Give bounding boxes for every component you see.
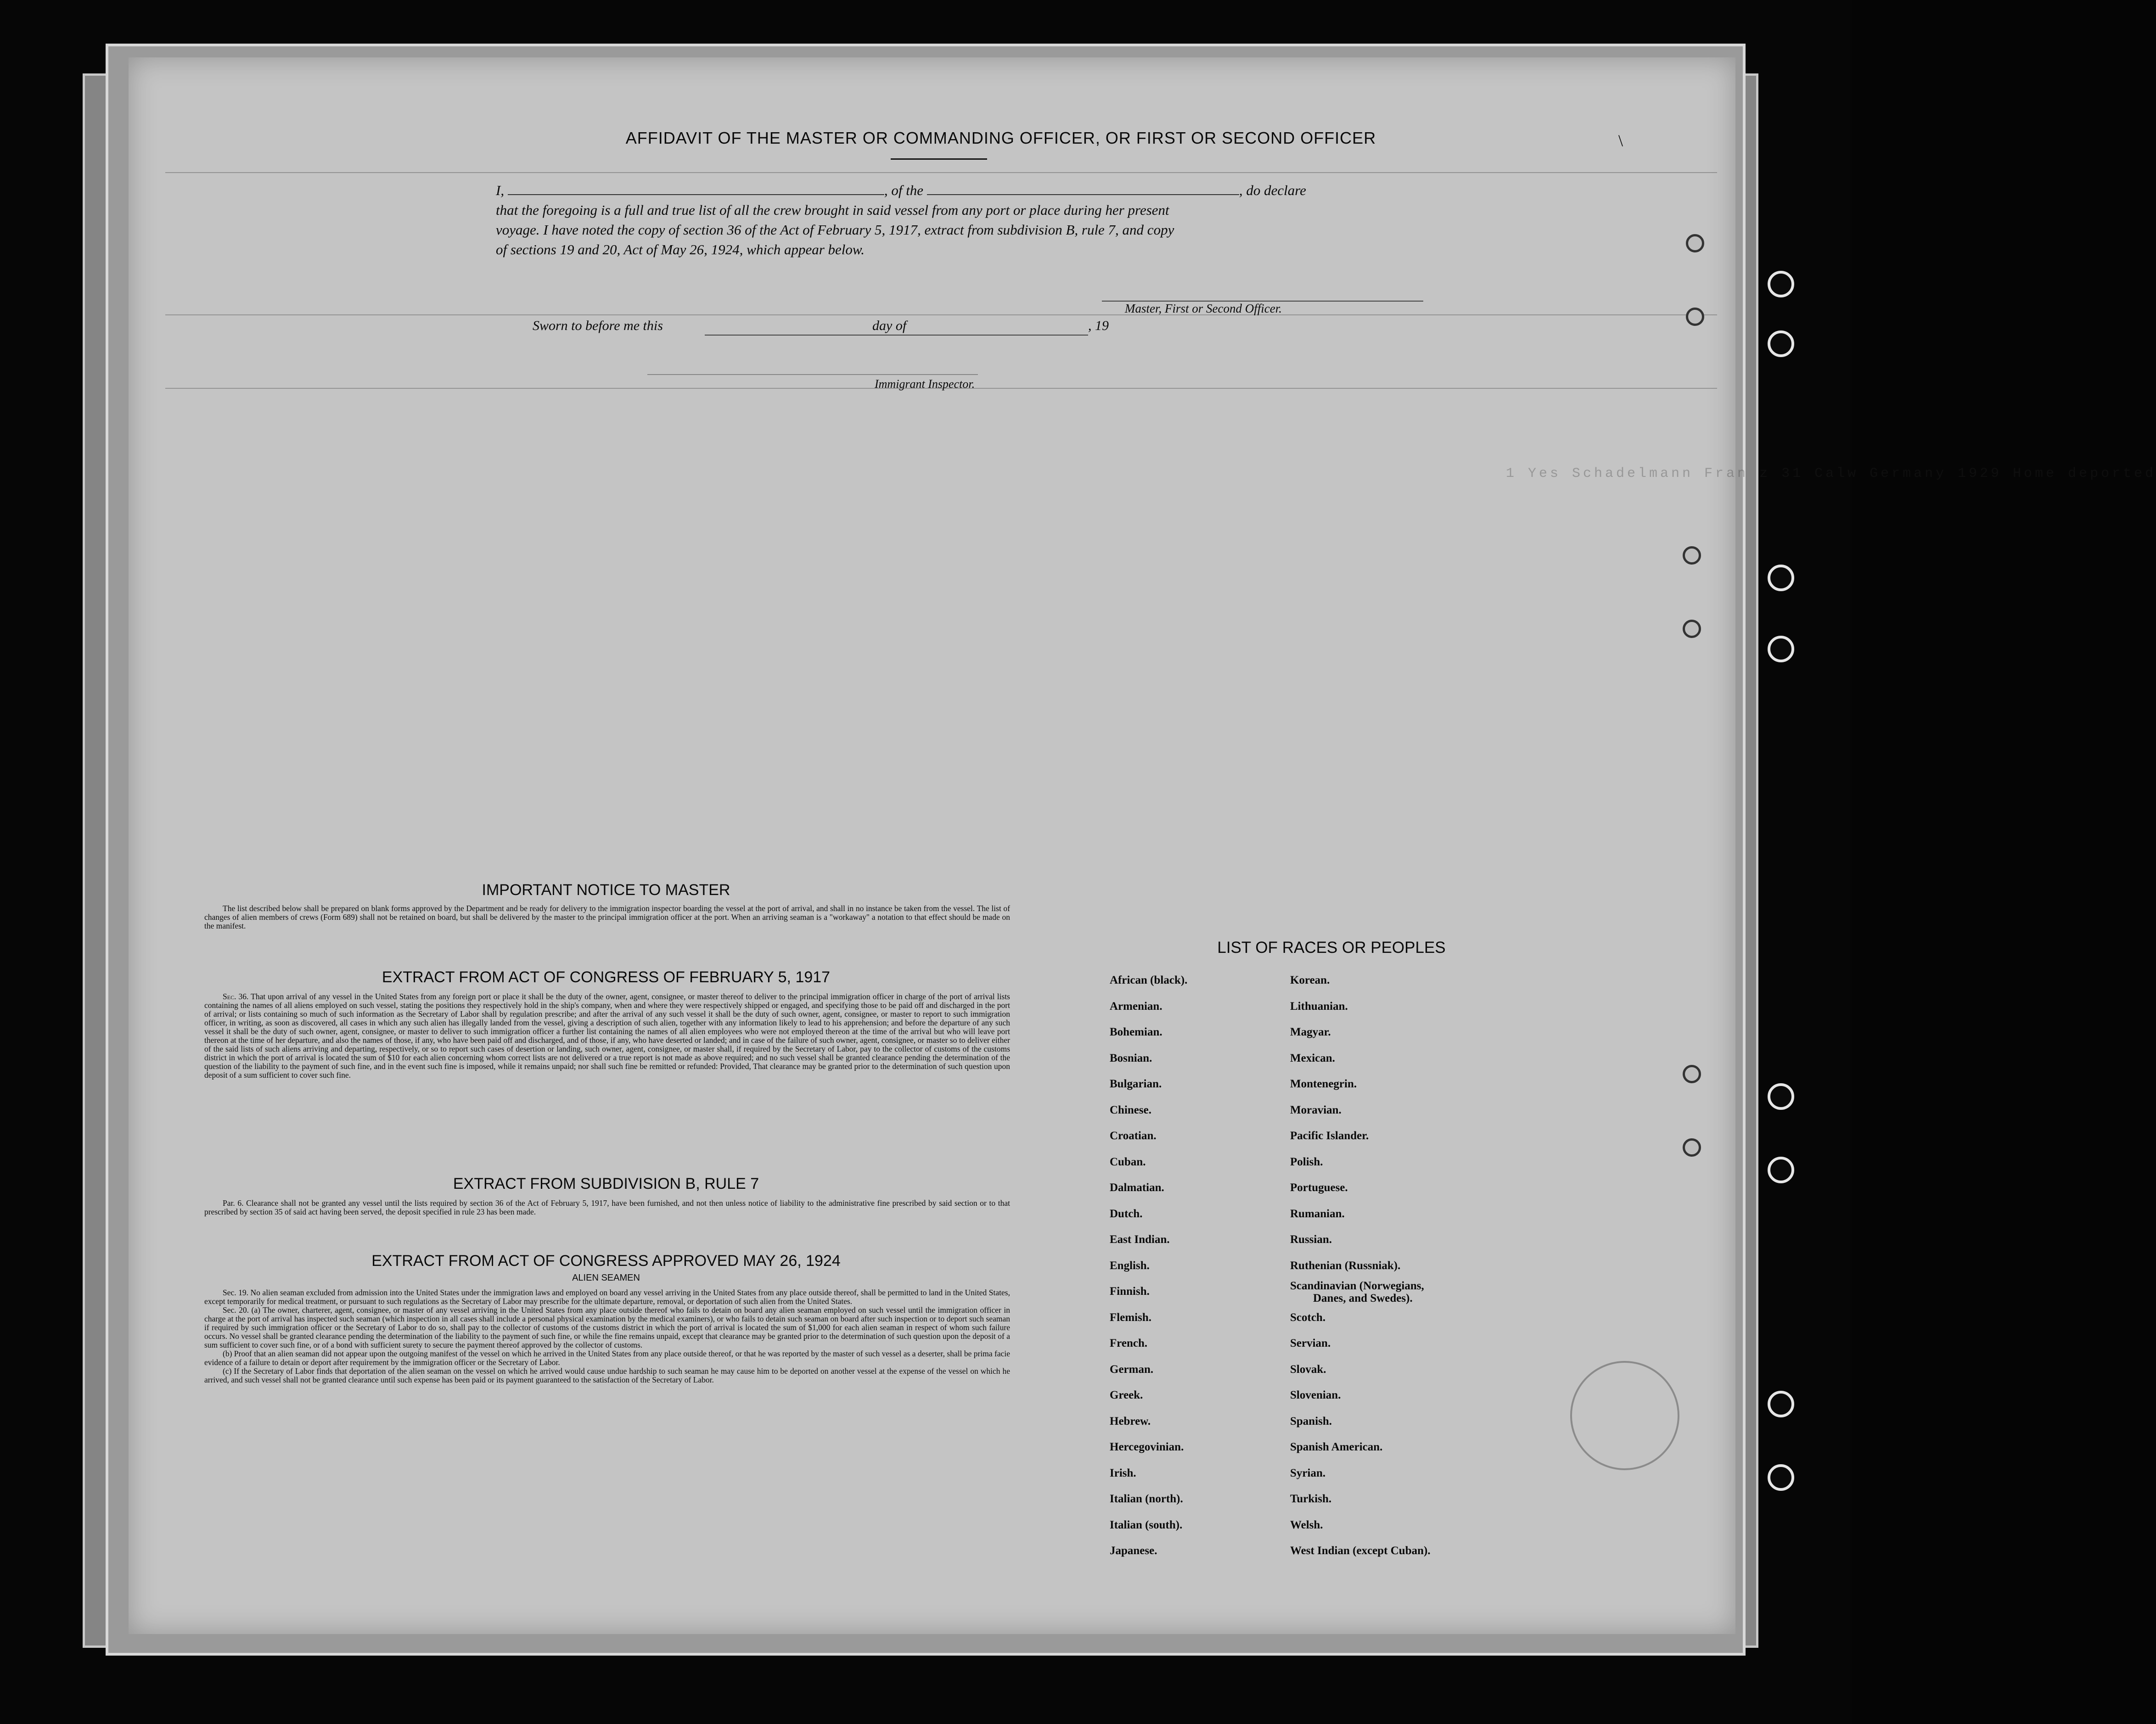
races-left-column	[1110, 968, 1187, 1564]
inspector-signature-line[interactable]	[647, 374, 978, 375]
race-item: Japanese.	[1110, 1545, 1157, 1557]
race-item: Finnish.	[1110, 1285, 1150, 1298]
day-of-label: day of	[872, 318, 907, 333]
race-item: English.	[1110, 1259, 1150, 1272]
binder-hole-icon	[1683, 546, 1701, 565]
alien-seamen-subtitle: ALIEN SEAMEN	[572, 1273, 640, 1283]
rule-7-body	[204, 1199, 1010, 1216]
race-item: Bohemian.	[1110, 1026, 1162, 1038]
race-item: Moravian.	[1290, 1103, 1342, 1116]
race-item: Portuguese.	[1290, 1181, 1348, 1194]
race-item: Syrian.	[1290, 1467, 1326, 1479]
sworn-label: Sworn to before me this	[533, 318, 663, 333]
race-item: French.	[1110, 1337, 1148, 1349]
binder-hole-icon	[1683, 1138, 1701, 1157]
race-item: Bosnian.	[1110, 1052, 1152, 1064]
officer-name-blank[interactable]	[508, 194, 884, 195]
binder-hole-icon	[1686, 308, 1704, 326]
bleed-through-rule	[165, 314, 1717, 315]
race-item: Rumanian.	[1290, 1207, 1345, 1220]
binder-hole-icon	[1768, 330, 1794, 357]
race-item: Hebrew.	[1110, 1415, 1151, 1427]
inspector-label: Immigrant Inspector.	[875, 377, 975, 391]
race-item: Croatian.	[1110, 1130, 1157, 1142]
extract-1924-body	[204, 1288, 1010, 1384]
race-item: Dalmatian.	[1110, 1181, 1164, 1194]
master-label: Master, First or Second Officer.	[1125, 302, 1282, 315]
title-underline	[891, 158, 987, 160]
binder-hole-icon	[1686, 234, 1704, 252]
extract-1917-title: EXTRACT FROM ACT OF CONGRESS OF FEBRUARY 5, 1917	[382, 968, 831, 986]
binder-hole-icon	[1768, 1464, 1794, 1491]
extract-1924-title: EXTRACT FROM ACT OF CONGRESS APPROVED MAY 26, 1924	[371, 1252, 841, 1270]
bleed-through-text: 1 Yes Schadelmann Fran z 31 Calw Germany 1929 Home deported	[1506, 466, 2156, 481]
affidavit-body	[496, 180, 1387, 259]
sworn-month-blank[interactable]	[923, 335, 1088, 336]
race-item-continuation: Danes, and Swedes).	[1313, 1292, 1413, 1304]
vessel-name-blank[interactable]	[927, 194, 1239, 195]
binder-hole-icon	[1768, 636, 1794, 662]
binder-hole-icon	[1768, 1083, 1794, 1110]
binder-hole-icon	[1683, 1065, 1701, 1083]
race-item: Italian (south).	[1110, 1518, 1183, 1531]
sec-20b-text: (b) Proof that an alien seaman did not appear upon the outgoing manifest of the vessel on which he arrived in the United States from any place outside thereof, or that he was reported by the master of such vessel as a deserter, shall be prima facie evidence of a failure to detain or deport after requirement by the immigration officer or the Secretary of Labor.	[204, 1349, 1010, 1367]
race-item: Armenian.	[1110, 1000, 1162, 1013]
race-item: Greek.	[1110, 1389, 1143, 1401]
rule-7-text: Par. 6. Clearance shall not be granted any vessel until the lists required by section 36 of the Act of February 5, 1917, have been furnished, and not then unless notice of liability to the administrative fine prescribed by said section or to that prescribed by section 35 of said act having been served, the deposit specified in rule 23 has been made.	[204, 1198, 1010, 1216]
affidavit-line-2: that the foregoing is a full and true list of all the crew brought in said vessel from any port or place during her present	[496, 202, 1169, 218]
race-item: Spanish American.	[1290, 1441, 1383, 1453]
affidavit-of-the: , of the	[884, 182, 924, 198]
race-item: Scandinavian (Norwegians, Danes, and Swedes).	[1290, 1279, 1431, 1305]
race-item: African (black).	[1110, 974, 1188, 986]
year-label: , 19	[1088, 318, 1109, 333]
affidavit-line-3: voyage. I have noted the copy of section 36 of the Act of February 5, 1917, extract from subdivision B, rule 7, and copy	[496, 222, 1174, 238]
affidavit-i: I,	[496, 182, 505, 198]
race-item: German.	[1110, 1363, 1154, 1376]
race-item: Polish.	[1290, 1155, 1323, 1168]
extract-1917-body	[204, 992, 1010, 1080]
faded-stamp	[1570, 1361, 1679, 1470]
race-item: Welsh.	[1290, 1518, 1323, 1531]
stray-mark: \	[1618, 131, 1623, 150]
sec-36-text: That upon arrival of any vessel in the United States from any foreign port or place it shall be the duty of the owner, agent, consignee, or master thereof to deliver to the principal immigration officer in charge of the port of arrival lists containing the names of all aliens employed on such vessel, stating the positions they respectively hold in the ship's company, when and where they were respectively shipped or engaged, and specifying those to be paid off and discharged in the port of arrival; or lists containing so much of such information as the Secretary of Labor shall by regulation prescribe; and after the arrival of any such vessel it shall be the duty of such owner, agent, consignee, or master to report to such immigration officer, in writing, as soon as discovered, all cases in which any such alien has illegally landed from the vessel, giving a description of such alien, together with any information likely to lead to his apprehension; and before the departure of any such vessel it shall be the duty of such owner, agent, consignee, or master to deliver to such immigration officer a further list containing the names of all alien employees who were not employed thereon at the time of the arrival but who will leave port thereon at the time of her departure, and also the names of those, if any, who have been paid off and discharged, and of those, if any, who have deserted or landed; and in case of the failure of such owner, agent, consignee, or master so to deliver either of the said lists of such aliens arriving and departing, respectively, or so to report such cases of desertion or landing, such owner, agent, consignee, or master shall, if required by the Secretary of Labor, pay to the collector of customs of the customs district in which the port of arrival is located the sum of $10 for each alien concerning whom correct lists are not delivered or a true report is not made as above required; and no such vessel shall be granted clearance pending the determination of the question of the liability to the payment of such fine, and in the event such fine is imposed, while it remains unpaid; nor shall such fine be remitted or refunded: Provided, That clearance may be granted prior to the determination of such question upon deposit of a sum sufficient to cover such fine.	[204, 992, 1010, 1080]
affidavit-do-declare: , do declare	[1239, 182, 1306, 198]
races-right-column	[1290, 968, 1431, 1564]
race-item: Slovenian.	[1290, 1389, 1341, 1401]
race-item: West Indian (except Cuban).	[1290, 1545, 1431, 1557]
sec-19-text: Sec. 19. No alien seaman excluded from admission into the United States under the immigration laws and employed on board any vessel arriving in the United States from any place outside thereof, shall be permitted to land in the United States, except temporarily for medical treatment, or pursuant to such regulations as the Secretary of Labor may prescribe for the ultimate departure, removal, or deportation of such alien from the United States.	[204, 1288, 1010, 1306]
affidavit-line-4: of sections 19 and 20, Act of May 26, 1924, which appear below.	[496, 241, 865, 257]
document-page	[129, 57, 2156, 1634]
races-title: LIST OF RACES OR PEOPLES	[1217, 939, 1446, 957]
race-item: Magyar.	[1290, 1026, 1331, 1038]
race-item: Dutch.	[1110, 1207, 1143, 1220]
race-item: Hercegovinian.	[1110, 1441, 1184, 1453]
binder-hole-icon	[1768, 565, 1794, 591]
rule-7-title: EXTRACT FROM SUBDIVISION B, RULE 7	[453, 1175, 759, 1192]
race-item: Turkish.	[1290, 1493, 1332, 1505]
race-item: Flemish.	[1110, 1311, 1151, 1324]
race-item: Mexican.	[1290, 1052, 1335, 1064]
sec-36-label: Sec. 36.	[223, 992, 249, 1001]
binder-hole-icon	[1768, 271, 1794, 297]
race-item: Scotch.	[1290, 1311, 1326, 1324]
race-item: Chinese.	[1110, 1103, 1151, 1116]
bleed-through-rule	[165, 172, 1717, 173]
race-item: Bulgarian.	[1110, 1078, 1162, 1090]
race-item: Korean.	[1290, 974, 1330, 986]
affidavit-title: AFFIDAVIT OF THE MASTER OR COMMANDING OFFICER, OR FIRST OR SECOND OFFICER	[625, 129, 1376, 147]
race-item: Russian.	[1290, 1233, 1332, 1246]
race-item: Italian (north).	[1110, 1493, 1183, 1505]
binder-hole-icon	[1683, 620, 1701, 638]
affidavit-declaration-line	[496, 180, 1387, 200]
race-item: Irish.	[1110, 1467, 1136, 1479]
race-item: Montenegrin.	[1290, 1078, 1357, 1090]
race-item: Servian.	[1290, 1337, 1331, 1349]
binder-hole-icon	[1768, 1391, 1794, 1417]
race-item: Pacific Islander.	[1290, 1130, 1369, 1142]
race-item: Slovak.	[1290, 1363, 1326, 1376]
sec-20c-text: (c) If the Secretary of Labor finds that deportation of the alien seaman on the vessel on which he arrived would cause undue hardship to such seaman he may cause him to be deported on another vessel at the expense of the vessel on which he arrived, and such vessel shall not be granted clearance until such expense has been paid or its payment guaranteed to the satisfaction of the Secretary of Labor.	[204, 1366, 1010, 1384]
notice-body: The list described below shall be prepared on blank forms approved by the Department and be ready for delivery to the immigration inspector boarding the vessel at the port of arrival, and shall in no instance be taken from the vessel. The list of changes of alien members of crews (Form 689) shall not be retained on board, but shall be delivered by the master to the principal immigration officer at the port. When an arriving seaman is a "workaway" a notation to that effect should be made on the manifest.	[204, 904, 1010, 930]
race-item: Ruthenian (Russniak).	[1290, 1259, 1401, 1272]
race-item: Cuban.	[1110, 1155, 1146, 1168]
race-item: East Indian.	[1110, 1233, 1170, 1246]
sec-20a-text: Sec. 20. (a) The owner, charterer, agent, consignee, or master of any vessel arriving in the United States from any place outside thereof who fails to detain on board any alien seaman employed on such vessel until the immigration officer in charge at the port of arrival has inspected such seaman (which inspection in all cases shall include a personal physical examination by the medical examiners), or who fails to detain such seaman on board after such inspection or to deport such seaman if required by such immigration officer or the Secretary of Labor to do so, shall pay to the collector of customs of the customs district in which the port of arrival is located the sum of $1,000 for each alien seaman in respect of whom such failure occurs. No vessel shall be granted clearance pending the determination of the liability to the payment of such fine, or while the fine remains unpaid, except that clearance may be granted prior to the determination of such question upon the deposit of a sum sufficient to cover such fine, or of a bond with sufficient surety to secure the payment thereof approved by the collector of customs.	[204, 1305, 1010, 1349]
notice-title: IMPORTANT NOTICE TO MASTER	[482, 881, 730, 899]
race-item: Lithuanian.	[1290, 1000, 1348, 1013]
binder-hole-icon	[1768, 1157, 1794, 1183]
race-item: Spanish.	[1290, 1415, 1332, 1427]
